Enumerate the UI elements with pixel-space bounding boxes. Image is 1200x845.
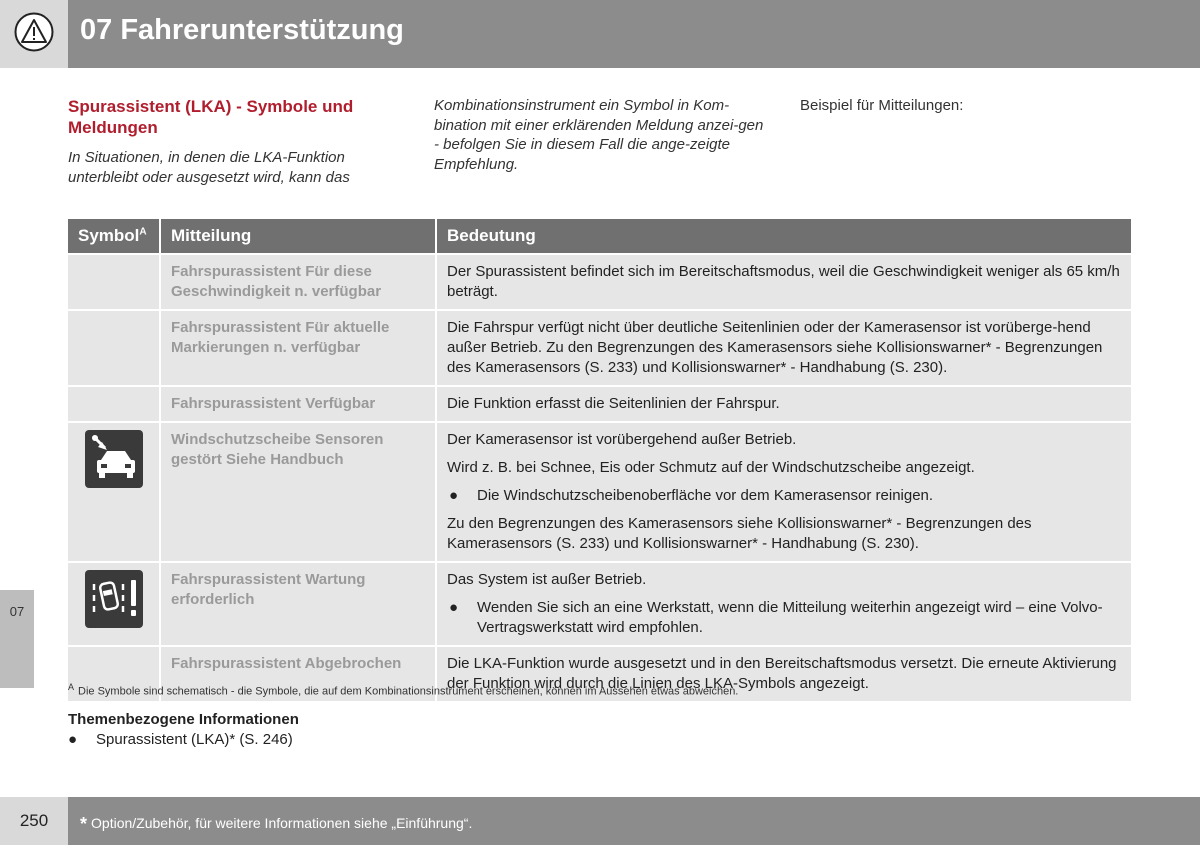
section-title: Spurassistent (LKA) - Symbole und Meldungen xyxy=(68,97,354,137)
section-column-1 xyxy=(68,96,388,188)
message-cell: Fahrspurassistent Abgebrochen xyxy=(160,646,436,701)
table-row xyxy=(68,254,1131,310)
bullet-dot: ● xyxy=(449,487,459,504)
related-link[interactable]: Spurassistent (LKA)* (S. 246) xyxy=(96,731,293,748)
section-column-3: Beispiel für Mitteilungen: xyxy=(800,97,964,114)
table-footnote: $^A$ Die Symbole sind schematisch - die Symbole, die auf dem Kombinationsinstrument erscheinen, können im Aussehen etwas abweichen. xyxy=(68,682,739,698)
symbol-cell xyxy=(68,310,160,386)
table-row xyxy=(68,422,1131,562)
meaning-cell xyxy=(436,422,1131,562)
table-row xyxy=(68,562,1131,646)
header-meaning: Bedeutung xyxy=(436,219,1131,254)
message-cell: Fahrspurassistent Für diese Geschwindigkeit n. verfügbar xyxy=(160,254,436,310)
symbol-cell xyxy=(68,254,160,310)
bullet-text: Die Windschutzscheibenoberfläche vor dem Kamerasensor reinigen. xyxy=(477,487,934,504)
table-row xyxy=(68,310,1131,386)
header-icon-box xyxy=(0,0,68,68)
chapter-number: 07 xyxy=(9,604,25,619)
footer-note: * Option/Zubehör, für weitere Informationen siehe „Einführung“. xyxy=(80,814,473,834)
bullet-dot: ● xyxy=(68,731,78,748)
meaning-bullet xyxy=(447,598,1121,638)
related-info-title: Themenbezogene Informationen xyxy=(68,711,299,728)
bullet-dot: ● xyxy=(449,599,459,616)
lane-assist-service-icon xyxy=(85,570,143,628)
meaning-bullet xyxy=(447,486,1121,506)
message-cell: Fahrspurassistent Für aktuelle Markierungen n. verfügbar xyxy=(160,310,436,386)
message-cell: Fahrspurassistent Verfügbar xyxy=(160,386,436,422)
header-message: Mitteilung xyxy=(160,219,436,254)
meaning-line: Wird z. B. bei Schnee, Eis oder Schmutz auf der Windschutzscheibe angezeigt. xyxy=(447,459,975,476)
meaning-line: Zu den Begrenzungen des Kamerasensors siehe Kollisionswarner* - Begrenzungen des Kamerasensors (S. 233) und Kollisionswarner* - Handhabung (S. 230). xyxy=(447,515,1032,552)
section-intro: In Situationen, in denen die LKA-Funktion unterbleibt oder ausgesetzt wird, kann das xyxy=(68,149,350,186)
messages-table xyxy=(68,219,1131,701)
symbol-cell xyxy=(68,386,160,422)
page-number: 250 xyxy=(19,811,49,830)
symbol-cell xyxy=(68,422,160,562)
table-row xyxy=(68,386,1131,422)
message-cell: Fahrspurassistent Wartung erforderlich xyxy=(160,562,436,646)
meaning-line: Das System ist außer Betrieb. xyxy=(447,571,647,588)
meaning-cell: Der Spurassistent befindet sich im Bereitschaftsmodus, weil die Geschwindigkeit weniger als 65 km/h beträgt. xyxy=(436,254,1131,310)
meaning-line: Der Kamerasensor ist vorübergehend außer Betrieb. xyxy=(447,431,797,448)
page-title: 07 Fahrerunterstützung xyxy=(80,14,404,46)
meaning-cell: Die Funktion erfasst die Seitenlinien der Fahrspur. xyxy=(436,386,1131,422)
meaning-cell xyxy=(436,562,1131,646)
meaning-cell: Die Fahrspur verfügt nicht über deutliche Seitenlinien oder der Kamerasensor ist vorüberge-hend außer Betrieb. Zu den Begrenzungen des Kamerasensors siehe Kollisionswarner* - Begrenzungen des Kamerasensors (S. 233) und Kollisionswarner* - Handhabung (S. 230). xyxy=(436,310,1131,386)
related-info-item[interactable] xyxy=(68,731,293,748)
table-header-row xyxy=(68,219,1131,254)
message-cell: Windschutzscheibe Sensoren gestört Siehe Handbuch xyxy=(160,422,436,562)
meaning-cell: Die LKA-Funktion wurde ausgesetzt und in den Bereitschaftsmodus versetzt. Die erneute Aktivierung der Funktion wird durch die Linien des LKA-Symbols angezeigt. xyxy=(436,646,1131,701)
symbol-cell xyxy=(68,562,160,646)
warning-triangle-icon xyxy=(14,12,54,52)
bullet-text: Wenden Sie sich an eine Werkstatt, wenn die Mitteilung weiterhin angezeigt wird – eine Volvo-Vertragswerkstatt wird empfohlen. xyxy=(477,599,1103,636)
windshield-camera-icon xyxy=(85,430,143,488)
header-symbol: Symbol$^A$ xyxy=(68,219,160,254)
section-column-2: Kombinationsinstrument ein Symbol in Kom-bination mit einer erklärenden Meldung anzei-gen - befolgen Sie in diesem Fall die ange-zeigte Empfehlung. xyxy=(434,97,764,173)
